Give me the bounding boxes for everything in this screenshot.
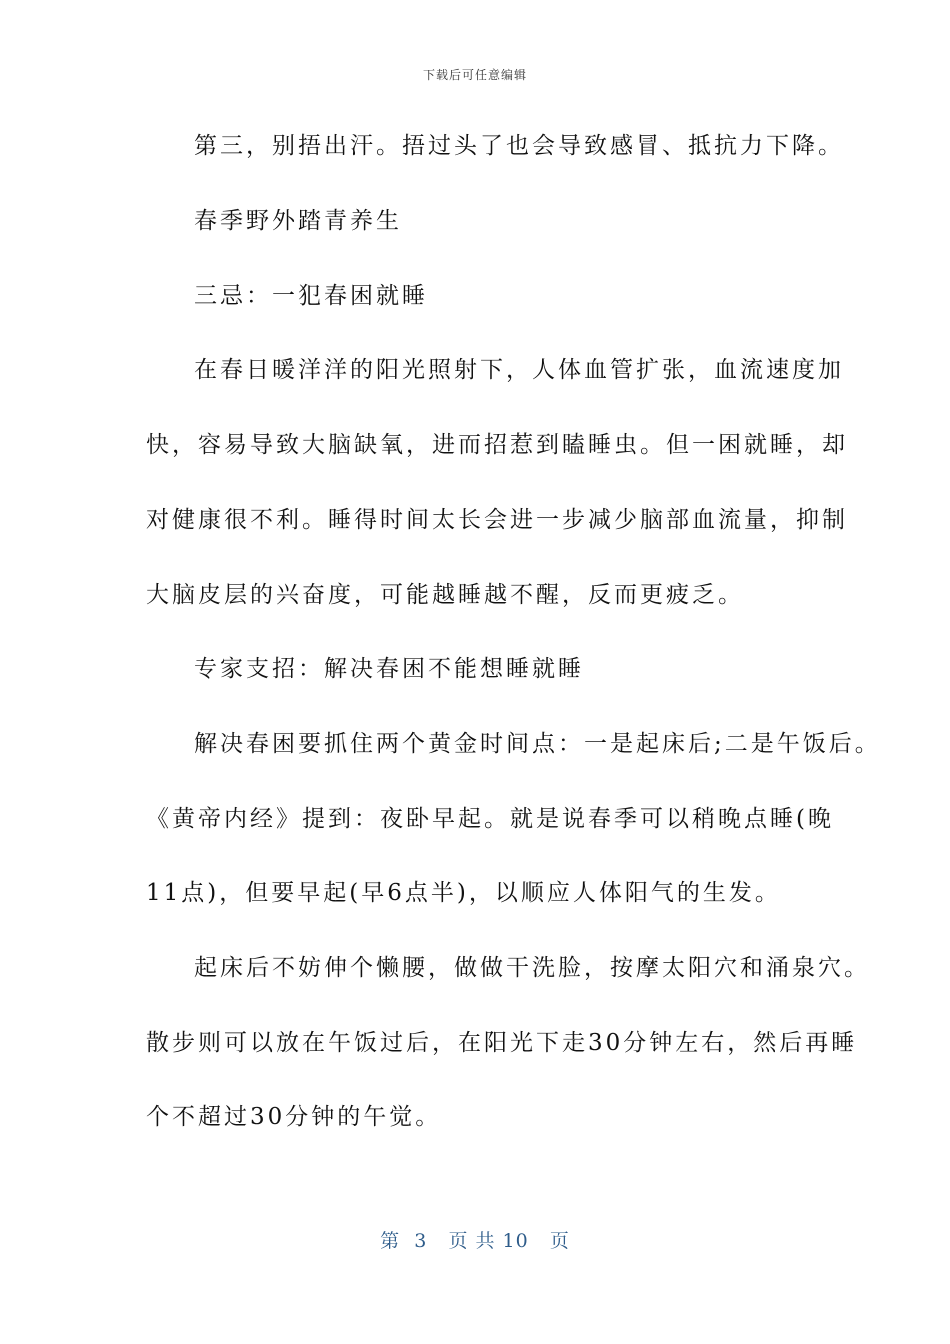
text-line: 在春日暖洋洋的阳光照射下，人体血管扩张，血流速度加 xyxy=(194,357,844,383)
text-line: 快，容易导致大脑缺氧，进而招惹到瞌睡虫。但一困就睡，却 xyxy=(146,432,848,458)
text-line: 起床后不妨伸个懒腰，做做干洗脸，按摩太阳穴和涌泉穴。 xyxy=(194,955,870,981)
text-line: 个不超过30分钟的午觉。 xyxy=(146,1104,442,1130)
text-line: 春季野外踏青养生 xyxy=(194,208,402,234)
text-line: 专家支招：解决春困不能想睡就睡 xyxy=(194,656,584,682)
text-line: 散步则可以放在午饭过后，在阳光下走30分钟左右，然后再睡 xyxy=(146,1030,858,1056)
text-line: 对健康很不利。睡得时间太长会进一步减少脑部血流量，抑制 xyxy=(146,507,848,533)
text-line: 《黄帝内经》提到：夜卧早起。就是说春季可以稍晚点睡(晚 xyxy=(146,806,834,832)
text-line: 大脑皮层的兴奋度，可能越睡越不醒，反而更疲乏。 xyxy=(146,582,744,608)
text-line: 第三，别捂出汗。捂过头了也会导致感冒、抵抗力下降。 xyxy=(194,133,844,159)
page-footer: 第 3 页 共 10 页 xyxy=(380,1230,570,1252)
page-header: 下载后可任意编辑 xyxy=(422,68,527,82)
text-line: 三忌：一犯春困就睡 xyxy=(194,283,428,309)
text-line: 11点)，但要早起(早6点半)，以顺应人体阳气的生发。 xyxy=(146,880,781,906)
text-line: 解决春困要抓住两个黄金时间点：一是起床后;二是午饭后。 xyxy=(194,731,881,757)
